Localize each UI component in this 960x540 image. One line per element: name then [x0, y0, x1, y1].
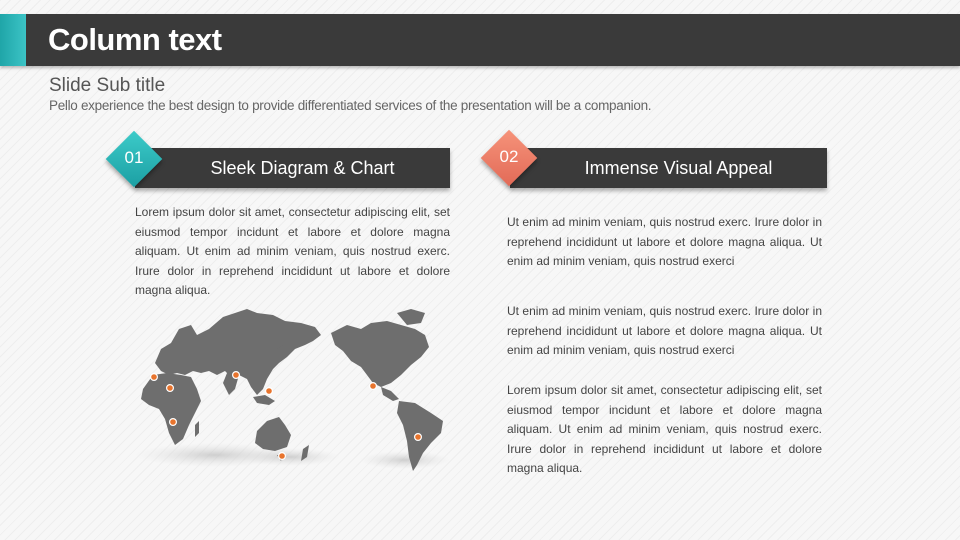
section-1-paragraph: Lorem ipsum dolor sit amet, consectetur adipiscing elit, set eiusmod tempor incidunt et labore et dolore magna aliquam. Ut enim ad minim veniam, quis nostrud exerc. Irure dolor in reprehend incididunt ut labore et dolore magna aliqua. [135, 205, 450, 297]
map-marker [279, 453, 286, 460]
map-marker [266, 388, 273, 395]
southeast-asia-shape [253, 395, 275, 405]
map-marker [370, 383, 377, 390]
world-map-icon [135, 305, 455, 475]
section-number-1: 01 [124, 148, 144, 167]
section-number-2: 02 [499, 147, 519, 166]
title-accent [0, 14, 26, 66]
slide-description: Pello experience the best design to provide differentiated services of the presentation will be a companion. [49, 98, 652, 113]
australia-shape [255, 417, 291, 451]
central-america-shape [381, 387, 399, 401]
section-2-paragraph-3: Lorem ipsum dolor sit amet, consectetur adipiscing elit, set eiusmod tempor incidunt et labore et dolore magna aliquam. Ut enim ad minim veniam, quis nostrud exerc. Irure dolor in reprehend incididunt ut labore et dolore magna aliqua. [507, 383, 822, 475]
map-marker [233, 372, 240, 379]
madagascar-shape [195, 421, 199, 437]
north-america-shape [331, 321, 429, 387]
map-marker [415, 434, 422, 441]
map-marker [151, 374, 158, 381]
title-bar [0, 14, 960, 66]
section-header-2 [510, 148, 827, 188]
section-header-1 [135, 148, 450, 188]
section-2-paragraph-2: Ut enim ad minim veniam, quis nostrud exerc. Irure dolor in reprehend incididunt ut labore et dolore magna aliqua. Ut enim ad minim veniam, quis nostrud exerci [507, 304, 822, 357]
page-title: Column text [48, 22, 222, 57]
section-label-1: Sleek Diagram & Chart [210, 158, 395, 178]
map-marker [167, 385, 174, 392]
africa-shape [141, 373, 201, 445]
greenland-shape [397, 309, 425, 325]
section-2-paragraph-1: Ut enim ad minim veniam, quis nostrud exerc. Irure dolor in reprehend incididunt ut labore et dolore magna aliqua. Ut enim ad minim veniam, quis nostrud exerci [507, 215, 822, 268]
slide-subtitle: Slide Sub title [49, 75, 166, 96]
map-marker [170, 419, 177, 426]
section-label-2: Immense Visual Appeal [584, 158, 773, 178]
